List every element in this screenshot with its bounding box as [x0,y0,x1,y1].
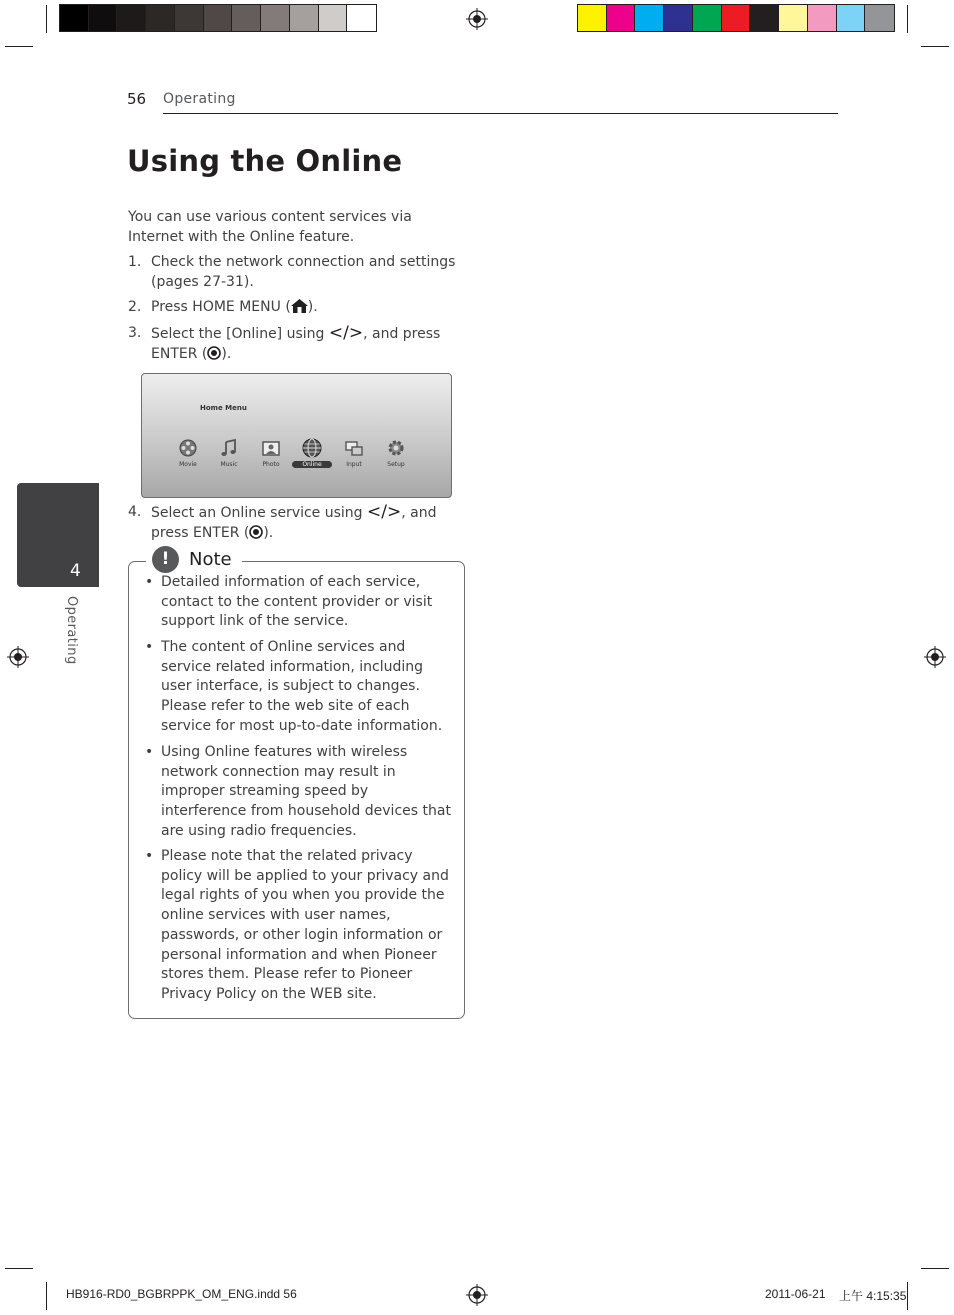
section-name: Operating [163,91,236,107]
film-reel-icon [178,438,198,458]
home-icon [291,299,308,313]
home-menu-title: Home Menu [200,404,247,412]
menu-item-online [292,438,332,468]
color-swatch [146,5,175,31]
menu-item-label: Movie [179,461,197,468]
color-swatch [232,5,261,31]
crop-mark [5,1268,33,1269]
enter-button-icon [249,525,263,539]
menu-item-label: Setup [387,461,405,468]
note-header [146,545,242,573]
menu-item-movie [168,438,208,468]
registration-mark-icon [7,646,29,668]
registration-mark-icon [466,1284,488,1306]
crop-mark [907,5,908,33]
left-right-arrows-icon: </> [328,323,364,343]
color-swatch [117,5,146,31]
menu-item-label: Input [346,461,362,468]
music-note-icon [219,438,239,458]
chapter-tab [17,483,99,587]
crop-mark [921,46,949,47]
bullet-icon: • [145,574,154,590]
step-text: Press HOME MENU ( [151,299,291,315]
intro-paragraph: You can use various content services via Internet with the Online feature. [128,209,412,245]
step-text-end: ). [263,525,274,541]
crop-mark [907,1282,908,1310]
registration-mark-icon [924,646,946,668]
crop-mark [5,46,33,47]
color-swatch [865,5,894,31]
home-menu-screenshot [141,373,452,498]
note-bullet [145,743,455,843]
menu-item-label: Music [220,461,238,468]
bullet-icon: • [145,639,154,655]
registration-mark-icon [466,8,488,30]
step-number: 3. [128,325,142,341]
grayscale-color-bar [59,4,377,32]
note-bullet [145,573,455,633]
color-swatch [290,5,319,31]
crop-mark [46,5,47,33]
globe-icon [302,438,322,458]
menu-item-input [334,438,374,468]
color-swatch [664,5,693,31]
bullet-icon: • [145,848,154,864]
note-bullet-text: Detailed information of each service, contact to the content provider or visit support link of the service. [161,574,433,630]
note-title: Note [189,548,232,570]
footer-time: 上午 4:15:35 [839,1289,907,1303]
note-bullet-text: Using Online features with wireless network connection may result in improper streaming speed by interference from household devices that are using radio frequencies. [161,744,451,839]
color-swatch [89,5,118,31]
step-text-end: ). [307,299,318,315]
note-bullet-text: The content of Online services and service related information, including user interface, is subject to changes. Please refer to the web site of each service for most up-to-date information. [161,639,443,734]
left-right-arrows-icon: </> [367,502,402,522]
menu-item-music [209,438,249,468]
chapter-number: 4 [70,561,81,581]
note-bullet [145,638,455,738]
step-number: 1. [128,254,142,270]
step-1 [128,252,468,292]
step-text-mid: , and press ENTER ( [151,505,437,541]
step-2 [128,297,468,317]
crop-mark [921,1268,949,1269]
color-swatch [261,5,290,31]
menu-item-photo [251,438,291,468]
color-swatch [60,5,89,31]
enter-button-icon [207,346,221,360]
step-text-end: ). [221,346,232,362]
step-text-mid: , and press ENTER ( [151,326,441,362]
color-swatch [722,5,751,31]
color-swatch [750,5,779,31]
step-4 [128,502,468,542]
color-swatch-bar [577,4,895,32]
step-text: Select an Online service using [151,505,368,521]
color-swatch [808,5,837,31]
exclamation-icon: ! [152,546,179,573]
color-swatch [779,5,808,31]
bullet-icon: • [145,744,154,760]
note-bullet-text: Please note that the related privacy policy will be applied to your privacy and legal rights of you when you provide the online services with user names, passwords, or other login information or personal information and when Pioneer stores them. Please refer to Pioneer Privacy Policy on the WEB site. [161,848,449,1002]
gear-icon [386,438,406,458]
footer-filename: HB916-RD0_BGBRPPK_OM_ENG.indd 56 [66,1287,297,1301]
menu-item-label: Photo [262,461,280,468]
step-text: Check the network connection and settings (pages 27-31). [151,254,456,290]
page-number: 56 [127,90,147,108]
menu-item-label: Online [292,461,332,468]
footer-date: 2011-06-21 [765,1287,826,1301]
note-bullet [145,847,455,1007]
page-title: Using the Online [127,144,403,178]
chapter-label: Operating [64,596,79,665]
step-number: 2. [128,299,142,315]
color-swatch [693,5,722,31]
color-swatch [578,5,607,31]
input-icon [344,438,364,458]
menu-item-setup [376,438,416,468]
color-swatch [319,5,348,31]
color-swatch [175,5,204,31]
step-text: Select the [Online] using [151,326,329,342]
crop-mark [46,1282,47,1310]
step-3 [128,323,468,363]
color-swatch [635,5,664,31]
photo-icon [261,438,281,458]
step-number: 4. [128,504,142,520]
header-rule [163,113,838,114]
color-swatch [607,5,636,31]
color-swatch [347,5,376,31]
color-swatch [837,5,866,31]
color-swatch [204,5,233,31]
